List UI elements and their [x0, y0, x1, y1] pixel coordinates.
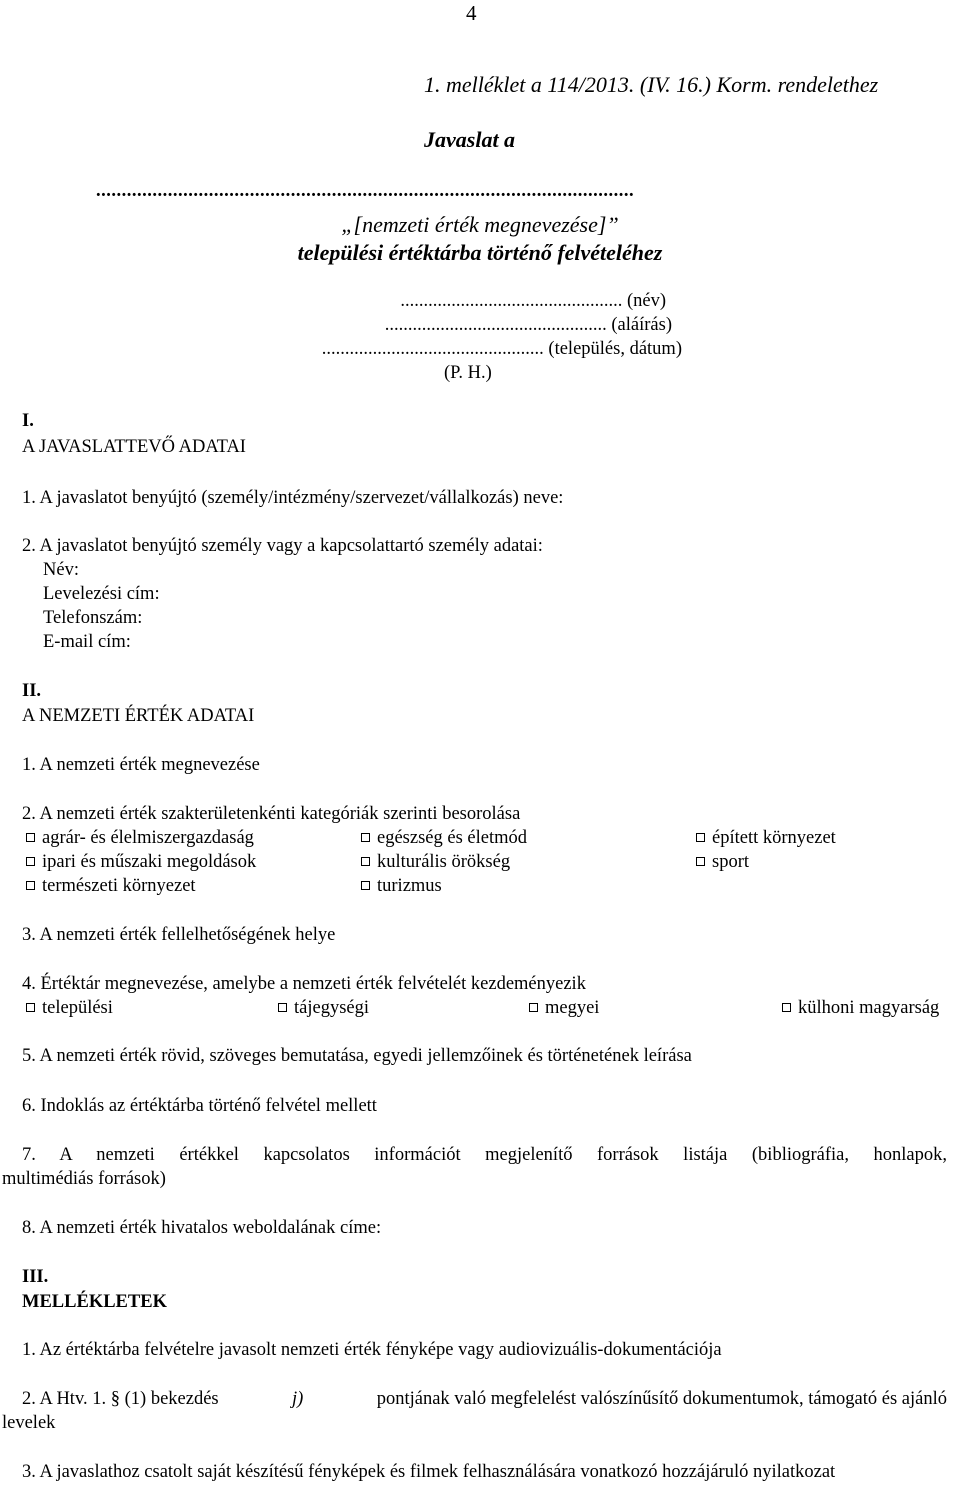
category-option-health[interactable]: egészség és életmód — [361, 827, 527, 849]
checkbox-icon[interactable] — [278, 1003, 287, 1012]
category-option-natural-environment[interactable]: természeti környezet — [26, 875, 196, 897]
section-3-title: MELLÉKLETEK — [22, 1292, 167, 1312]
repository-option-settlement[interactable]: települési — [26, 997, 113, 1019]
section-1-item-1: 1. A javaslatot benyújtó (személy/intézmény/szervezet/vállalkozás) neve: — [22, 488, 564, 508]
section-2-item-3: 3. A nemzeti érték fellelhetőségének helye — [22, 925, 336, 945]
checkbox-icon[interactable] — [529, 1003, 538, 1012]
checkbox-icon[interactable] — [361, 881, 370, 890]
section-1-item-2: 2. A javaslatot benyújtó személy vagy a kapcsolattartó személy adatai: — [22, 536, 543, 556]
section-2-item-5: 5. A nemzeti érték rövid, szöveges bemutatása, egyedi jellemzőinek és történetének leírása — [22, 1046, 692, 1066]
checkbox-icon[interactable] — [782, 1003, 791, 1012]
checkbox-icon[interactable] — [696, 833, 705, 842]
section-3-item-1: 1. Az értéktárba felvételre javasolt nemzeti érték fényképe vagy audiovizuális-dokumentációja — [22, 1340, 722, 1360]
checkbox-icon[interactable] — [361, 857, 370, 866]
category-option-tourism[interactable]: turizmus — [361, 875, 442, 897]
section-2-title: A NEMZETI ÉRTÉK ADATAI — [22, 706, 255, 726]
signature-sign-line: ................................................ (aláírás) — [384, 315, 672, 335]
annex-title: 1. melléklet a 114/2013. (IV. 16.) Korm. rendelethez — [424, 72, 879, 97]
checkbox-icon[interactable] — [696, 857, 705, 866]
repository-heading: települési értéktárba történő felvételéhez — [297, 240, 663, 265]
category-option-industrial[interactable]: ipari és műszaki megoldások — [26, 851, 256, 873]
repository-option-regional[interactable]: tájegységi — [278, 997, 369, 1019]
field-phone: Telefonszám: — [43, 608, 143, 628]
section-2-item-6: 6. Indoklás az értéktárba történő felvétel mellett — [22, 1096, 377, 1116]
section-2-item-7-continued: multimédiás források) — [2, 1169, 166, 1189]
section-3-item-3: 3. A javaslathoz csatolt saját készítésű fényképek és filmek felhasználására vonatkozó hozzájáruló nyilatkozat — [22, 1462, 836, 1482]
category-option-agriculture[interactable]: agrár- és élelmiszergazdaság — [26, 827, 254, 849]
section-2-item-1: 1. A nemzeti érték megnevezése — [22, 755, 260, 775]
field-postal-address: Levelezési cím: — [43, 584, 160, 604]
category-option-cultural-heritage[interactable]: kulturális örökség — [361, 851, 510, 873]
field-name: Név: — [43, 560, 79, 580]
section-3-item-2-continued: levelek — [2, 1413, 56, 1433]
section-2-item-2: 2. A nemzeti érték szakterületenkénti kategóriák szerinti besorolása — [22, 804, 521, 824]
page-number: 4 — [466, 1, 477, 25]
value-name-dotted-line: ......................................................................................................... — [96, 181, 635, 201]
section-2-item-8: 8. A nemzeti érték hivatalos weboldalának címe: — [22, 1218, 382, 1238]
checkbox-icon[interactable] — [361, 833, 370, 842]
section-2-item-4: 4. Értéktár megnevezése, amelybe a nemzeti érték felvételét kezdeményezik — [22, 974, 586, 994]
repository-option-hungarians-abroad[interactable]: külhoni magyarság — [782, 997, 939, 1019]
field-email: E-mail cím: — [43, 632, 131, 652]
proposal-heading: Javaslat a — [424, 127, 516, 152]
section-3-item-2: 2. A Htv. 1. § (1) bekezdés j) pontjának való megfelelést valószínűsítő dokumentumok, támogató és ajánló — [22, 1389, 947, 1409]
category-option-sport[interactable]: sport — [696, 851, 749, 873]
checkbox-icon[interactable] — [26, 881, 35, 890]
signature-name-line: ................................................ (név) — [400, 291, 666, 311]
value-name-placeholder: „[nemzeti érték megnevezése]” — [341, 212, 619, 237]
stamp-placeholder: (P. H.) — [444, 363, 492, 383]
section-2-item-7: 7. A nemzeti értékkel kapcsolatos információt megjelenítő források listája (bibliográfia, honlapok, — [22, 1145, 947, 1165]
category-option-built-environment[interactable]: épített környezet — [696, 827, 836, 849]
section-1-number: I. — [22, 411, 34, 431]
checkbox-icon[interactable] — [26, 1003, 35, 1012]
section-2-number: II. — [22, 681, 42, 701]
signature-place-date-line: ................................................ (település, dátum) — [321, 339, 682, 359]
repository-option-county[interactable]: megyei — [529, 997, 599, 1019]
checkbox-icon[interactable] — [26, 833, 35, 842]
checkbox-icon[interactable] — [26, 857, 35, 866]
section-3-number: III. — [22, 1267, 49, 1287]
section-1-title: A JAVASLATTEVŐ ADATAI — [22, 437, 246, 457]
